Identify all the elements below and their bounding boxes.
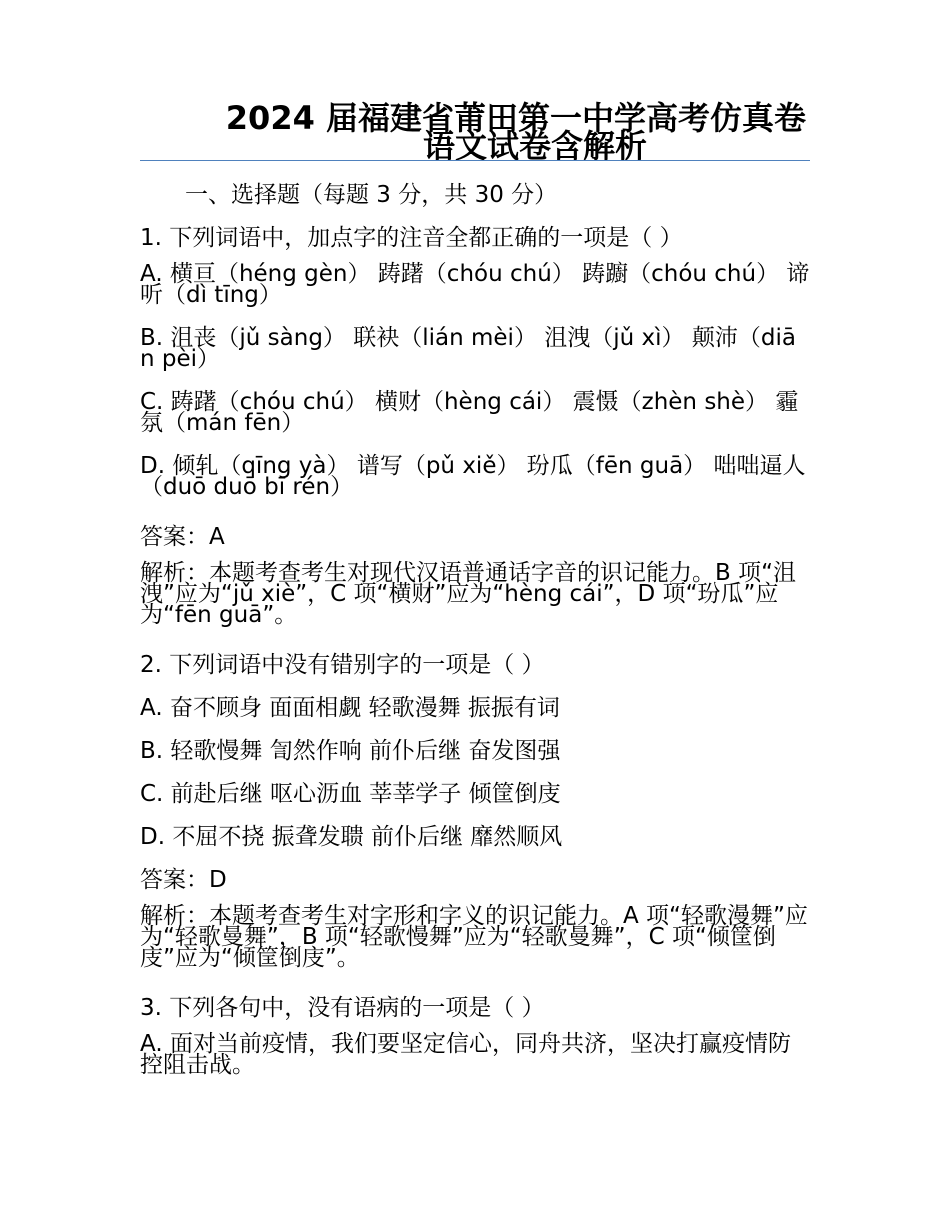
question-2-analysis: 解析：本题考查考生对字形和字义的识记能力。A 项“轻歌漫舞”应为“轻歌曼舞”，B 项“轻歌慢舞”应为“轻歌曼舞”，C 项“倾筐倒庋”应为“倾筐倒庋”。 xyxy=(140,903,808,971)
title-line-1: 2024 届福建省莆田第一中学高考仿真卷 xyxy=(225,99,806,137)
question-1-analysis: 解析：本题考查考生对现代汉语普通话字音的识记能力。B 项“沮洩”应为“jǔ xiè”，C 项“横财”应为“hèng cái”，D 项“玢瓜”应为“fēn guā”。 xyxy=(140,560,797,628)
question-2-answer: 答案：D xyxy=(140,867,227,893)
question-1-stem: 1. 下列词语中，加点字的注音全都正确的一项是（ ） xyxy=(140,225,683,251)
question-2-stem: 2. 下列词语中没有错别字的一项是（ ） xyxy=(140,652,545,678)
title-divider xyxy=(140,160,810,161)
question-2-option-b: B. 轻歌慢舞 訇然作响 前仆后继 奋发图强 xyxy=(140,738,561,764)
document-body xyxy=(140,178,810,1098)
question-1-option-d: D. 倾轧（qīng yà） 谱写（pǔ xiě） 玢瓜（fēn guā） 咄咄逼人（duō duō bī rén） xyxy=(140,453,806,500)
document-title xyxy=(140,99,810,165)
question-3-option-a: A. 面对当前疫情，我们要坚定信心，同舟共济，坚决打赢疫情防控阻击战。 xyxy=(140,1031,791,1078)
question-1-option-a: A. 横亘（héng gèn） 踌躇（chóu chú） 踌躕（chóu chú） 谛听（dì tīng） xyxy=(140,261,810,308)
question-1-answer: 答案：A xyxy=(140,524,225,550)
question-1-option-c: C. 踌躇（chóu chú） 横财（hèng cái） 震慑（zhèn shè） 霾氛（mán fēn） xyxy=(140,389,799,436)
section-heading: 一、选择题（每题 3 分，共 30 分） xyxy=(185,182,558,208)
title-line-2: 语文试卷含解析 xyxy=(422,127,647,165)
question-2-option-d: D. 不屈不挠 振聋发聩 前仆后继 靡然顺风 xyxy=(140,824,563,850)
question-3-stem: 3. 下列各句中，没有语病的一项是（ ） xyxy=(140,995,545,1021)
question-2-option-a: A. 奋不顾身 面面相觑 轻歌漫舞 振振有词 xyxy=(140,695,560,721)
question-1-option-b: B. 沮丧（jǔ sàng） 联袂（lián mèi） 沮洩（jǔ xì） 颠沛（diān pèi） xyxy=(140,325,796,372)
question-2-option-c: C. 前赴后继 呕心沥血 莘莘学子 倾筐倒庋 xyxy=(140,781,561,807)
